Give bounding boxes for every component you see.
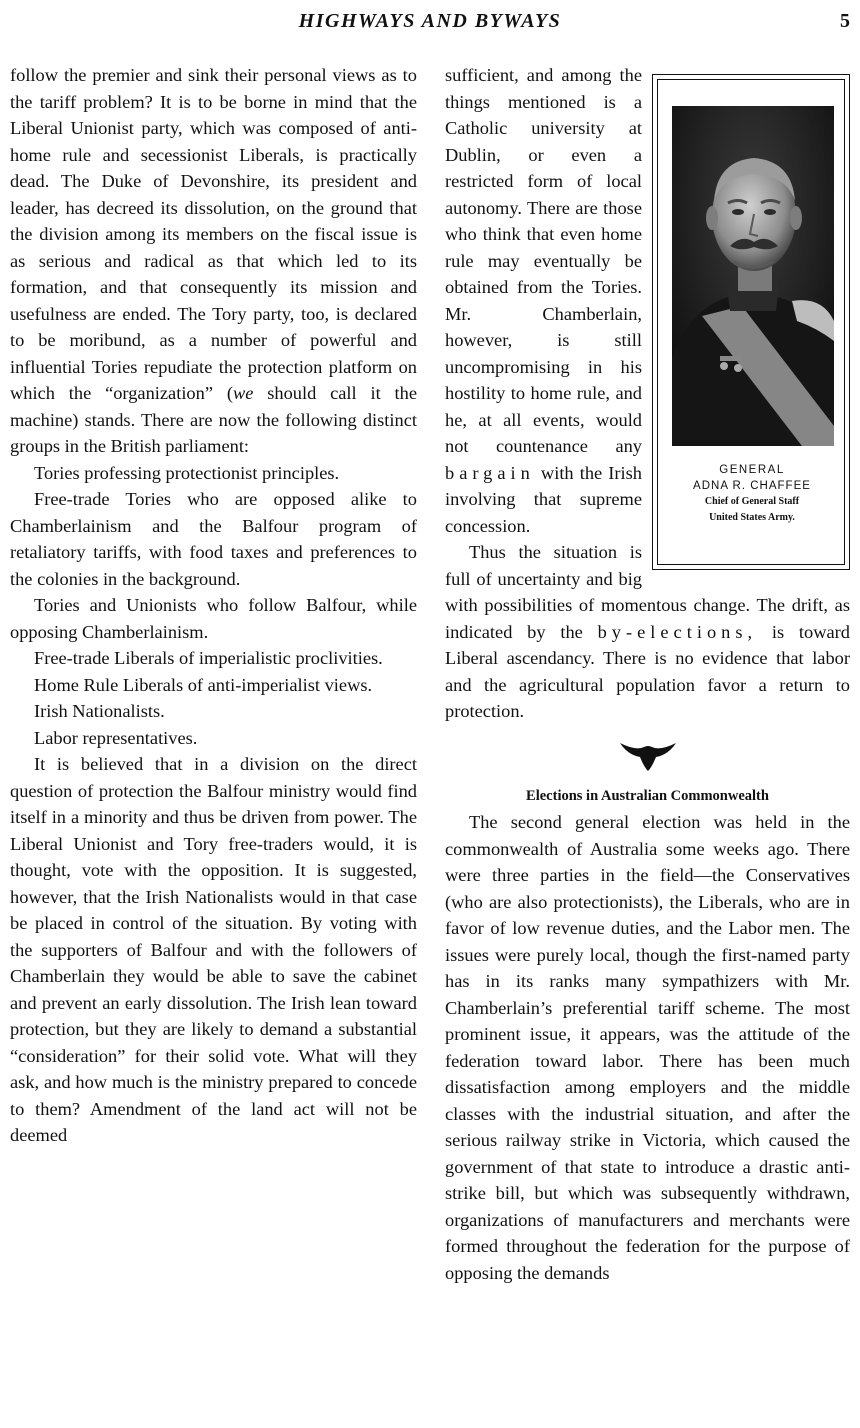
paragraph-text: Thus the situation is full of uncertainty and big with possibilities of momentous change. The drift, as indicated by the — [445, 542, 850, 642]
portrait-figure — [652, 74, 850, 570]
paragraph: The second general election was held in the commonwealth of Australia some weeks ago. There were three parties in the field—the Conservatives (who are also protectionists), the Liberals, who are in favor of low revenue duties, and the Labor men. The issues were purely local, though the first-named party has in its ranks many sympathizers with Mr. Chamberlain’s preferential tariff scheme. The most prominent issue, it appears, was the attitude of the federation toward labor. There has been much dissatisfaction among employers and the middle classes with the industrial situation, and after the serious railway strike in Victoria, which caused the government of that state to introduce a drastic anti-strike bill, but which was subsequently withdrawn, organizations of manufacturers and merchants were formed throughout the federation for the purpose of opposing the demands — [445, 812, 850, 1283]
portrait-photo — [672, 106, 834, 446]
paragraph-text: sufficient, and among the things mentioned is a Catholic university at Dublin, or even a restricted form of local autonomy. There are those who think that even home rule may eventually be obtained from the Tories. Mr. Chamberlain, however, is still uncompromising in his hostility to home rule, and he, at all events, would not countenance any — [445, 65, 642, 456]
list-item: Home Rule Liberals of anti-imperialist views. — [34, 674, 373, 695]
paragraph-text: should call it the machine) stands. There are now the following distinct groups in the British parliament: — [10, 383, 417, 456]
caption-title: Chief of General Staff — [704, 496, 800, 507]
spaced-word: bargain — [445, 462, 535, 483]
list-item: Tories and Unionists who follow Balfour, while opposing Chamberlainism. — [10, 595, 417, 642]
paragraph — [10, 62, 417, 460]
list-item: Free-trade Tories who are opposed alike to Chamberlainism and the Balfour program of retaliatory tariffs, with food taxes and preferences to the colonies in the background. — [10, 489, 417, 589]
general-portrait-image — [672, 106, 834, 446]
paragraph-text: is toward Liberal ascendancy. There is no evidence that labor and the agricultural population favor a return to protection. — [445, 621, 850, 721]
caption-name: ADNA R. CHAFFEE — [693, 480, 811, 492]
right-column — [445, 62, 850, 1286]
running-head — [0, 8, 860, 38]
list-item: Irish Nationalists. — [34, 701, 165, 721]
list-item: Labor representatives. — [34, 727, 198, 748]
left-column — [10, 62, 417, 1149]
section-heading: Elections in Australian Commonwealth — [526, 787, 769, 804]
spaced-word: by-elections, — [597, 621, 758, 642]
paragraph: It is believed that in a division on the direct question of protection the Balfour ministry would find itself in a minority and thus be driven from power. The Liberal Unionist and Tory free-traders would, it is thought, vote with the opposition. It is suggested, however, that the Irish Nationalists would in that case be placed in control of the situation. By voting with the supporters of Balfour and with the followers of Chamberlain they would be able to save the cabinet and prevent an early dissolution. The Irish lean toward protection, but they are likely to demand a substantial “consideration” for their solid vote. What will they ask, and how much is the ministry prepared to concede to them? Amendment of the land act will not be deemed — [10, 754, 417, 1145]
page-number: 5 — [840, 10, 850, 32]
paragraph-text: follow the premier and sink their personal views as to the tariff problem? It is to be borne in mind that the Liberal Unionist party, which was composed of anti-home rule and secessionist Liberals, is practically dead. The Duke of Devonshire, its president and leader, has decreed its dissolution, on the ground that the division among its members on the fiscal issue is as serious and radical as that which led to its formation, and that consequently its mission and usefulness are ended. The Tory party, too, is declared to be moribund, as a number of powerful and influential Tories repudiate the protection platform on which the “organization” ( — [10, 65, 417, 403]
eagle-ornament-icon — [618, 737, 678, 773]
portrait-caption — [658, 462, 846, 526]
emphasis-we: we — [232, 383, 254, 403]
paragraph-text: with the Irish involving that supreme concession. — [445, 462, 642, 536]
list-item: Free-trade Liberals of imperialistic proclivities. — [34, 648, 383, 668]
running-title: HIGHWAYS AND BYWAYS — [298, 10, 562, 32]
caption-rank: GENERAL — [719, 464, 785, 476]
portrait-frame — [657, 79, 845, 565]
caption-organization: United States Army. — [709, 512, 795, 523]
ornament-icon — [445, 737, 850, 777]
list-item: Tories professing protectionist principles. — [34, 462, 340, 483]
